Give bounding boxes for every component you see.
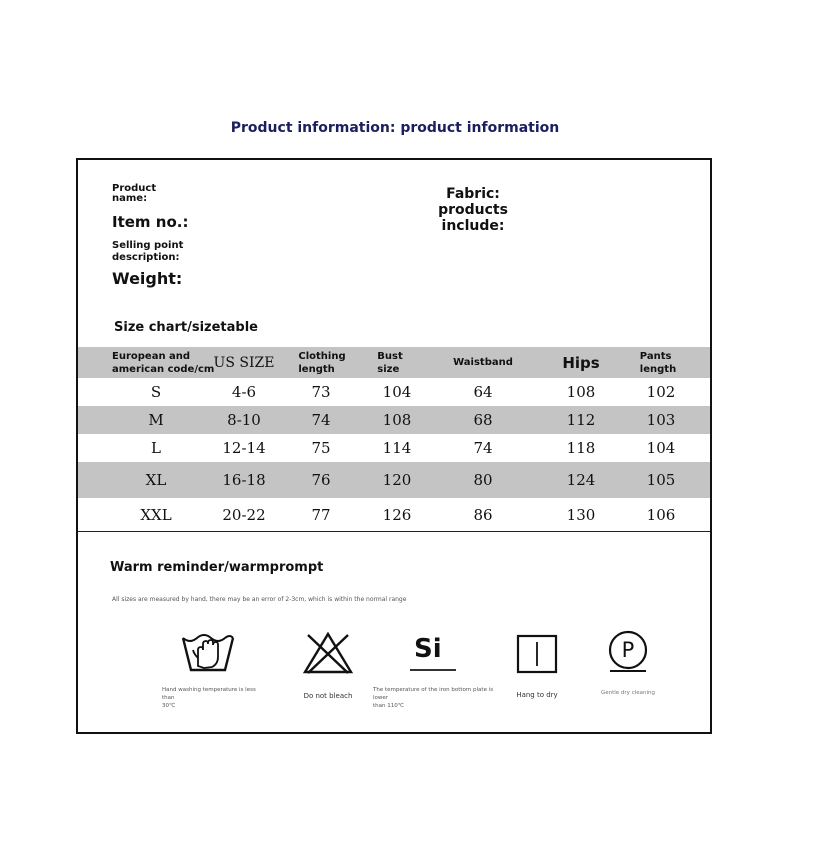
fabric-label [428,186,518,234]
size-table [78,347,710,532]
header-eu-code-line-2: american code/cm [112,363,215,375]
header-eu-code-line-1: European and [112,350,191,362]
size-cell: 64 [473,383,493,401]
header-us-size: US SIZE [213,354,275,371]
hang-to-dry-icon [516,634,558,674]
hand-wash-label-line-2: 30℃ [162,703,176,709]
size-cell: 114 [382,439,412,457]
size-cell: 20-22 [222,506,266,524]
measurement-note: All sizes are measured by hand, there may be an error of 2-3cm, which is within the normal range [112,596,407,603]
size-cell: 112 [566,411,596,429]
product-name-label [112,184,156,204]
size-cell: XXL [140,506,172,524]
iron-temperature-icon [408,666,458,674]
header-eu-code [112,350,214,376]
size-cell: 105 [646,471,676,489]
iron-label [373,686,495,710]
size-cell: S [150,383,162,401]
iron-symbol: Si [414,634,442,664]
header-bust-size-line-1: Bust [377,350,403,362]
size-row-m [78,406,710,434]
header-clothing-length [298,350,345,376]
size-cell: 130 [566,506,596,524]
size-cell: 104 [382,383,412,401]
size-cell: 73 [311,383,331,401]
selling-point-line-1: Selling point [112,240,184,251]
dry-clean-label: Gentle dry cleaning [600,690,655,696]
header-hips: Hips [562,353,600,372]
header-bust-size-line-2: size [377,363,400,375]
size-row-xl [78,462,710,498]
size-cell: 76 [311,471,331,489]
header-pants-length [640,350,676,376]
size-row-s [78,378,710,406]
fabric-line-1: Fabric: [446,186,500,202]
size-cell: 126 [382,506,412,524]
size-cell: 118 [566,439,596,457]
product-name-line-1: Product [112,183,157,194]
header-waistband: Waistband [453,357,513,368]
size-cell: 12-14 [222,439,266,457]
header-clothing-length-line-1: Clothing [298,350,346,362]
fabric-line-2: products [438,202,508,218]
size-cell: 77 [311,506,331,524]
size-cell: 4-6 [231,383,257,401]
size-chart-title: Size chart/sizetable [114,320,258,335]
selling-point-label [112,241,183,263]
size-cell: 108 [382,411,412,429]
size-cell: XL [145,471,167,489]
product-info-card [76,158,712,734]
dry-clean-symbol: P [621,638,635,662]
size-cell: M [148,411,164,429]
size-cell: 80 [473,471,493,489]
size-cell: 74 [311,411,331,429]
item-no-label: Item no.: [112,213,189,231]
size-cell: L [151,439,161,457]
size-row-xxl [78,498,710,532]
size-cell: 75 [311,439,331,457]
size-cell: 68 [473,411,493,429]
size-cell: 86 [473,506,493,524]
size-cell: 8-10 [227,411,261,429]
size-cell: 102 [646,383,676,401]
size-cell: 120 [382,471,412,489]
size-cell: 16-18 [222,471,266,489]
iron-label-line-2: than 110℃ [373,703,404,709]
header-pants-length-line-2: length [639,363,677,375]
section-divider [78,531,710,532]
size-cell: 104 [646,439,676,457]
size-cell: 103 [646,411,676,429]
header-pants-length-line-1: Pants [639,350,672,362]
size-cell: 124 [566,471,596,489]
size-cell: 106 [646,506,676,524]
header-clothing-length-line-2: length [298,363,335,375]
size-table-header [78,347,710,378]
hand-wash-label-line-1: Hand washing temperature is less than [162,687,256,701]
hang-to-dry-label: Hang to dry [516,691,558,699]
size-cell: 74 [473,439,493,457]
size-cell: 108 [566,383,596,401]
selling-point-line-2: description: [112,252,180,263]
iron-label-line-1: The temperature of the iron bottom plate is lower [373,687,494,701]
do-not-bleach-icon [302,631,354,675]
hand-wash-label [162,686,258,710]
hand-wash-icon [180,630,236,678]
header-bust-size [377,350,402,376]
size-row-l [78,434,710,462]
product-name-line-2: name: [112,193,148,204]
warm-reminder-title: Warm reminder/warmprompt [110,560,324,575]
fabric-line-3: include: [441,218,505,234]
page-title: Product information: product information [230,120,560,136]
do-not-bleach-label: Do not bleach [303,692,353,700]
weight-label: Weight: [112,269,183,288]
